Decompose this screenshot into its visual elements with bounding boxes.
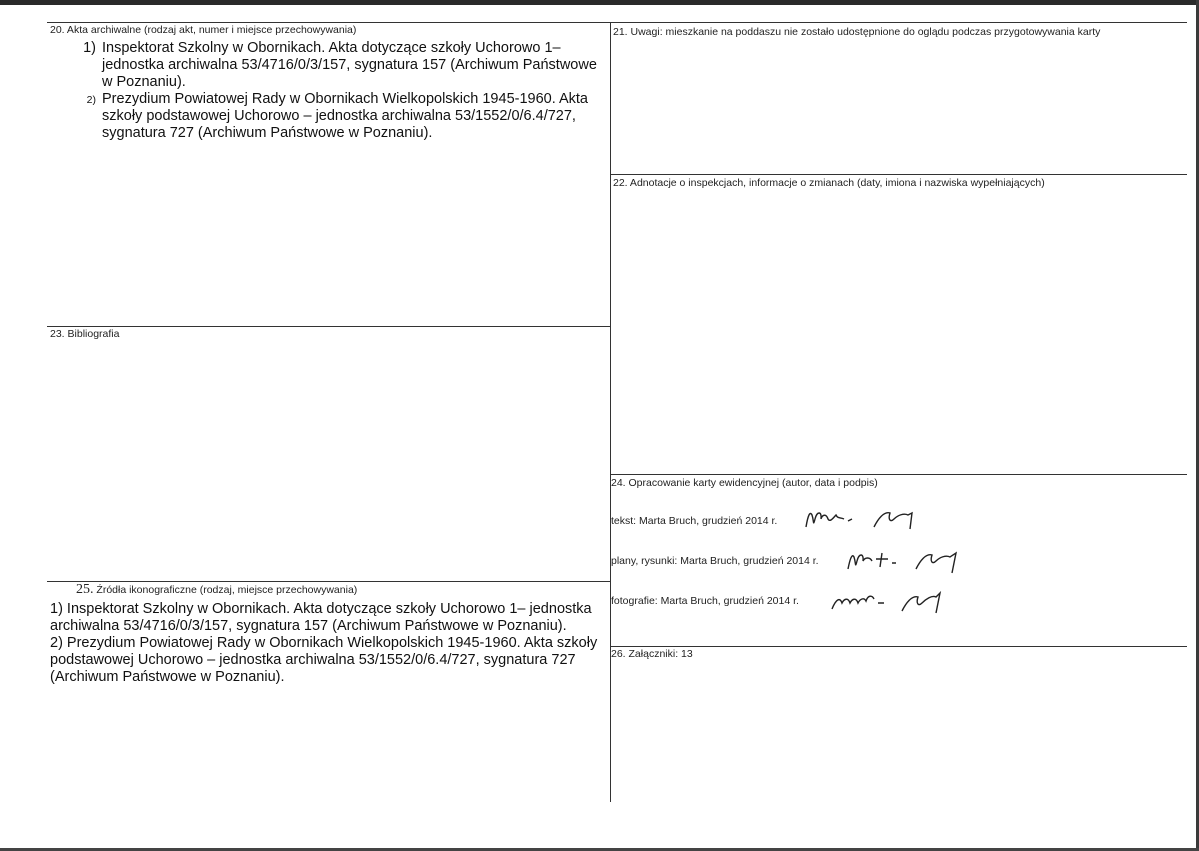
center-divider [610,22,611,802]
archive-item-text: Inspektorat Szkolny w Obornikach. Akta dotyczące szkoły Uchorowo 1– jednostka archiwalna 53/4716/0/3/157, sygnatura 157 (Archiwum Państwowe w Poznaniu). [102,40,597,90]
signature-plans [840,545,970,575]
section-25-number: 25. [76,582,94,597]
section-25-label [76,583,357,597]
rule-23 [47,326,610,327]
iconographic-source: 1) Inspektorat Szkolny w Obornikach. Akta dotyczące szkoły Uchorowo 1– jednostka archiwalna 53/4716/0/3/157, sygnatura 157 (Archiwum Państwowe w Poznaniu). [50,601,592,634]
list-marker: 2) [86,94,96,106]
section-20-label: 20. Akta archiwalne (rodzaj akt, numer i miejsce przechowywania) [50,24,357,36]
signature-text [800,505,930,533]
iconographic-source: 2) Prezydium Powiatowej Rady w Obornikach Wielkopolskich 1945-1960. Akta szkoły podstawowej Uchorowo – jednostka archiwalna 53/1552/0/6.4/727, sygnatura 727 (Archiwum Państwowe w Poznaniu). [50,635,598,685]
section-22-label: 22. Adnotacje o inspekcjach, informacje o zmianach (daty, imiona i nazwiska wypełniających) [613,177,1045,189]
scan-top-edge [0,0,1199,5]
list-marker: 1) [83,40,96,56]
section-21-label: 21. Uwagi: mieszkanie na poddaszu nie zostało udostępnione do oglądu podczas przygotowywania karty [613,26,1101,38]
signature-photos [828,585,958,615]
rule-24 [610,474,1187,475]
rule-25 [47,581,610,582]
top-rule [47,22,1187,23]
section-20-list [62,40,602,142]
author-entry-plans: plany, rysunki: Marta Bruch, grudzień 2014 r. [611,555,819,567]
section-26-label: 26. Załączniki: 13 [611,648,693,660]
section-25-label-text: Źródła ikonograficzne (rodzaj, miejsce przechowywania) [96,584,358,596]
archive-item [62,40,602,91]
archive-item-text: Prezydium Powiatowej Rady w Obornikach Wielkopolskich 1945-1960. Akta szkoły podstawowej Uchorowo – jednostka archiwalna 53/1552/0/6.4/727, sygnatura 727 (Archiwum Państwowe w Poznaniu). [102,91,588,141]
rule-22 [610,174,1187,175]
archive-item [62,91,602,142]
author-entry-photos: fotografie: Marta Bruch, grudzień 2014 r. [611,595,799,607]
section-24-label: 24. Opracowanie karty ewidencyjnej (autor, data i podpis) [611,477,878,489]
section-25-list [50,601,605,686]
rule-26 [610,646,1187,647]
section-23-label: 23. Bibliografia [50,328,120,340]
author-entry-text: tekst: Marta Bruch, grudzień 2014 r. [611,515,778,527]
